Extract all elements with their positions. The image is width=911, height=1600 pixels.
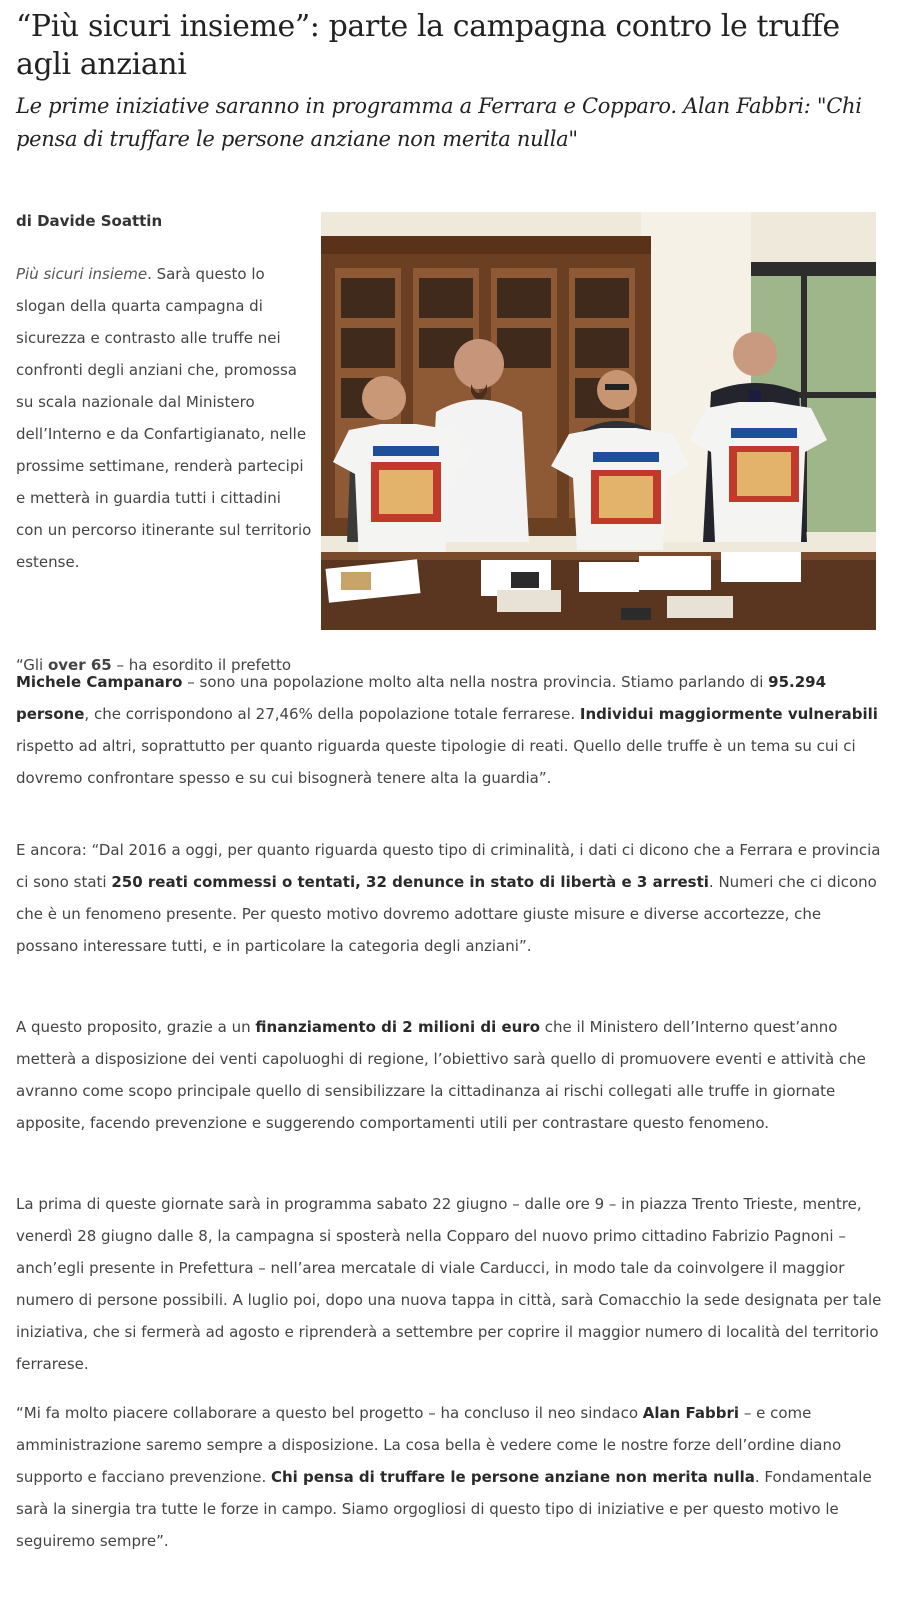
- p2-text-a: E ancora: “Dal 2016 a oggi, per quanto riguarda questo tipo di criminalità, i dati ci dicono che a Ferrara e provincia ci sono stati: [16, 841, 881, 891]
- p5-text-a: “Mi fa molto piacere collaborare a questo bel progetto – ha concluso il neo sindaco: [16, 1404, 643, 1422]
- article-headline: “Più sicuri insieme”: parte la campagna contro le truffe agli anziani: [16, 9, 840, 82]
- intro-text: . Sarà questo lo slogan della quarta campagna di sicurezza e contrasto alle truffe nei confronti degli anziani che, promossa su scala nazionale dal Ministero dell’Interno e da Confartigianato, nelle prossime settimane, renderà partecipi e metterà in guardia tutti i cittadini con un percorso itinerante sul territorio estense.: [16, 265, 312, 571]
- article-header: [16, 8, 884, 156]
- article-photo: [321, 212, 876, 630]
- p3-text-a: A questo proposito, grazie a un: [16, 1018, 256, 1036]
- p1-text-a: “Gli: [16, 656, 48, 674]
- schedule-paragraph: La prima di queste giornate sarà in programma sabato 22 giugno – dalle ore 9 – in piazza Trento Trieste, mentre, venerdì 28 giugno dalle 8, la campagna si sposterà nella Copparo del nuovo primo cittadino Fabrizio Pagnoni – anch’egli presente in Prefettura – nell’area mercatale di viale Carducci, in modo tale da coinvolgere il maggior numero di persone possibili. A luglio poi, dopo una nuova tappa in città, sarà Comacchio la sede designata per tale iniziativa, che si fermerà ad agosto e riprenderà a settembre per coprire il maggior numero di località del territorio ferrarese.: [16, 1195, 882, 1373]
- p5-bold-fabbri: Alan Fabbri: [642, 1404, 740, 1422]
- p1-bold-over65: over 65: [47, 656, 112, 674]
- p2-bold-numbers: 250 reati commessi o tentati, 32 denunce in stato di libertà e 3 arresti: [111, 873, 709, 891]
- p2-text-c: . Numeri che ci dicono che è un fenomeno presente. Per questo motivo dovremo adottare giuste misure e diverse accortezze, che possano interessare tutti, e in particolare la categoria degli anziani”.: [16, 873, 877, 955]
- p1-text-e: – sono una popolazione molto alta nella nostra provincia. Stiamo parlando di: [182, 673, 769, 691]
- article-subtitle: Le prime iniziative saranno in programma a Ferrara e Copparo. Alan Fabbri: "Chi pensa di truffare le persone anziane non merita nulla": [16, 94, 862, 151]
- p5-bold-quote: Chi pensa di truffare le persone anziane non merita nulla: [271, 1468, 755, 1486]
- p5-text-e: . Fondamentale sarà la sinergia tra tutte le forze in campo. Siamo orgogliosi di questo tipo di iniziative e per questo motivo le seguiremo sempre”.: [16, 1468, 872, 1550]
- funding-paragraph: [16, 1011, 886, 1139]
- intro-paragraph: [16, 258, 312, 578]
- p1-text-i: rispetto ad altri, soprattutto per quanto riguarda queste tipologie di reati. Quello delle truffe è un tema su cui ci dovremo confrontare spesso e su cui bisognerà tenere alta la guardia”.: [16, 737, 856, 787]
- p3-bold-funding: finanziamento di 2 milioni di euro: [255, 1018, 540, 1036]
- p3-text-c: che il Ministero dell’Interno quest’anno metterà a disposizione dei venti capoluoghi di regione, l’obiettivo sarà quello di promuovere eventi e attività che avranno come scopo principale quello di sensibilizzare la cittadinanza ai rischi collegati alle truffe in giornate apposite, facendo prevenzione e suggerendo comportamenti utili per contrastare questo fenomeno.: [16, 1018, 866, 1132]
- p1-bold-persone: 95.294 persone: [16, 673, 827, 723]
- article-byline: di Davide Soattin: [16, 212, 163, 230]
- p1-bold-prefetto: Michele Campanaro: [16, 673, 183, 691]
- p5-text-c: – e come amministrazione saremo sempre a disposizione. La cosa bella è vedere come le nostre forze dell’ordine diano supporto e facciano prevenzione.: [16, 1404, 842, 1486]
- press-conference-photo: [321, 212, 876, 630]
- p1-text-g: , che corrispondono al 27,46% della popolazione totale ferrarese.: [84, 705, 580, 723]
- p1-bold-vulnerabili: Individui maggiormente vulnerabili: [579, 705, 878, 723]
- closing-quote-paragraph: [16, 1397, 886, 1557]
- statistics-paragraph: [16, 834, 886, 962]
- intro-slogan: Più sicuri insieme: [16, 265, 148, 283]
- quote-paragraph: [16, 666, 886, 794]
- p1-text-c: – ha esordito il prefetto: [111, 656, 292, 674]
